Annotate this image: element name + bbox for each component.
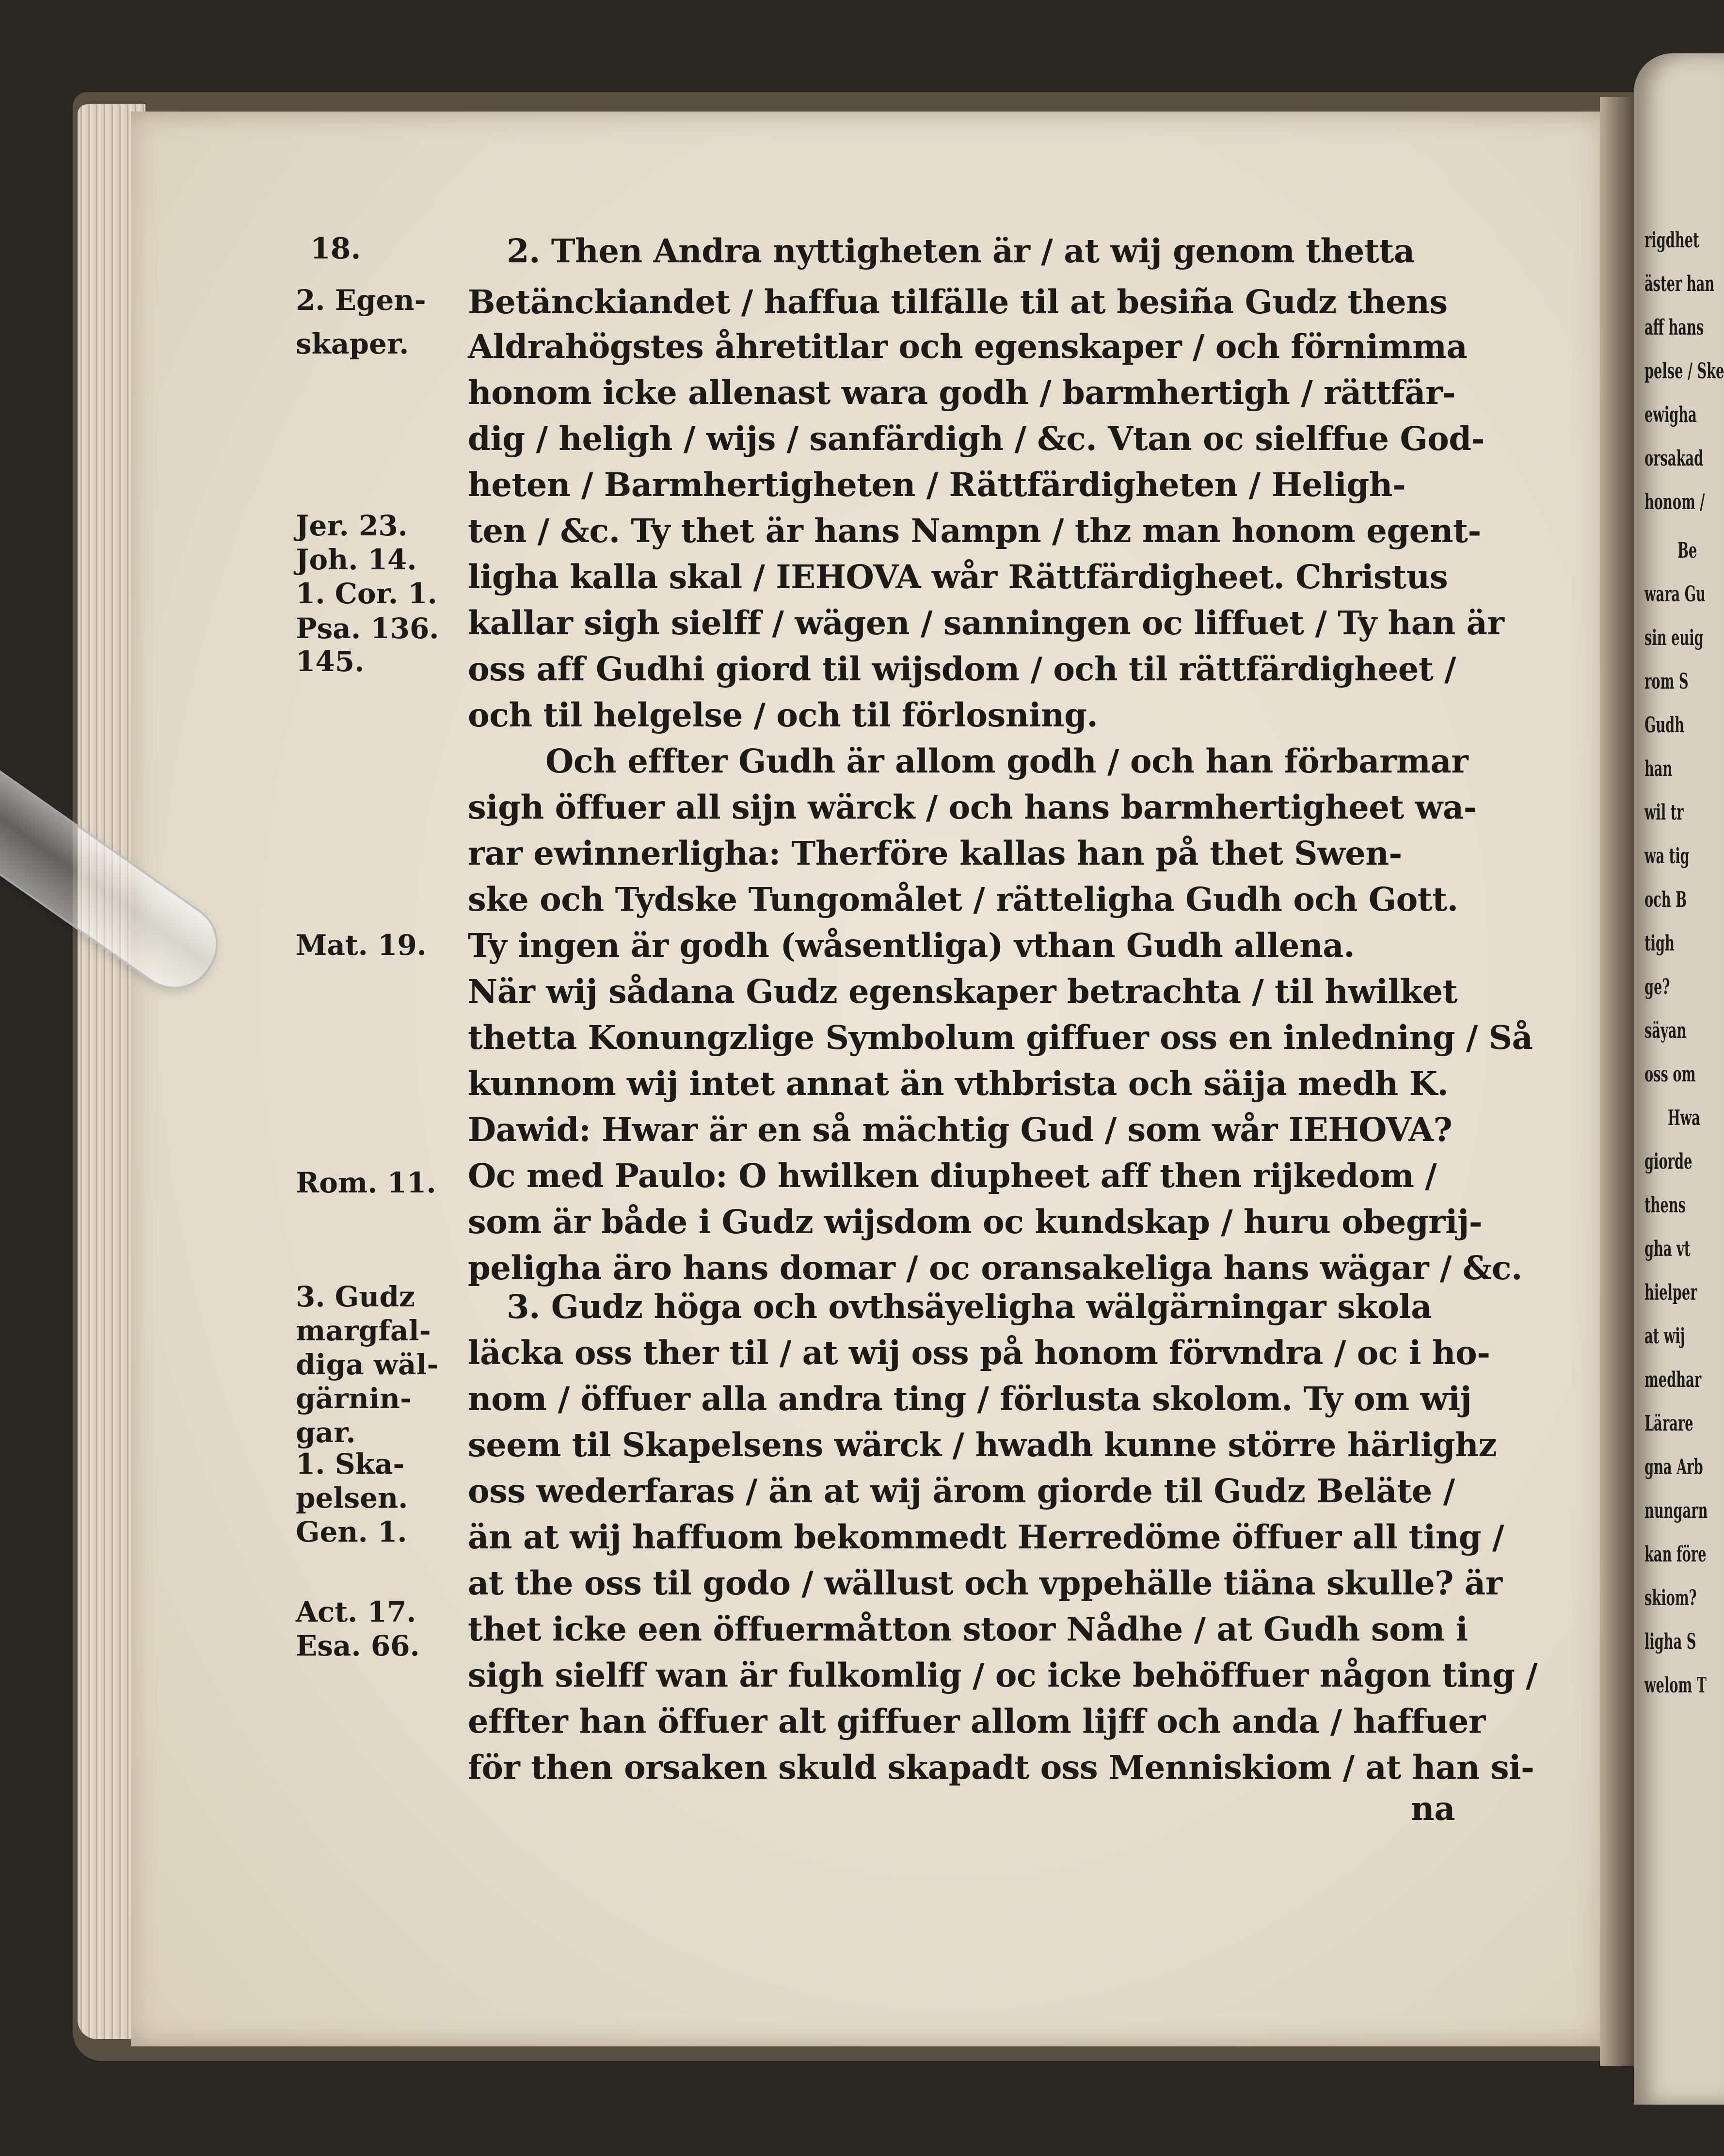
text-line: som är både i Gudz wijsdom oc kundskap / huru obegrij- xyxy=(468,1203,1483,1241)
margin-note: gärnin- xyxy=(296,1382,412,1415)
text-line: kunnom wij intet annat än vthbrista och säija medh K. xyxy=(468,1064,1449,1103)
text-line: Och effter Gudh är allom godh / och han förbarmar xyxy=(545,742,1469,780)
margin-note: 1. Cor. 1. xyxy=(296,577,437,610)
facing-page-line: sin euig xyxy=(1644,626,1704,650)
facing-page-line: ligha S xyxy=(1644,1629,1696,1654)
facing-page-line: gna Arb xyxy=(1644,1455,1703,1480)
margin-note: margfal- xyxy=(296,1314,431,1347)
page-number: 18. xyxy=(310,232,361,266)
facing-page-line: rom S xyxy=(1644,669,1689,694)
facing-page xyxy=(1634,53,1724,2105)
text-line: ten / &c. Ty thet är hans Nampn / thz man honom egent- xyxy=(468,512,1481,550)
facing-page-line: orsakad xyxy=(1644,446,1704,471)
margin-note: 3. Gudz xyxy=(296,1280,415,1313)
text-line: När wij sådana Gudz egenskaper betrachta / til hwilket xyxy=(468,972,1458,1011)
margin-note: Esa. 66. xyxy=(296,1629,420,1662)
text-line: seem til Skapelsens wärck / hwadh kunne större härlighz xyxy=(468,1426,1497,1464)
text-line: dig / heligh / wijs / sanfärdigh / &c. Vtan oc sielffue God- xyxy=(468,419,1485,458)
facing-page-line: wara Gu xyxy=(1644,582,1706,607)
facing-page-line: welom T xyxy=(1644,1673,1707,1698)
text-line: at the oss til godo / wällust och vppehälle tiäna skulle? är xyxy=(468,1564,1502,1602)
facing-page-line: nungarn xyxy=(1644,1498,1708,1523)
margin-note: Rom. 11. xyxy=(296,1166,436,1199)
text-line: kallar sigh sielff / wägen / sanningen oc liffuet / Ty han är xyxy=(468,604,1504,642)
facing-page-line: gha vt xyxy=(1644,1237,1691,1261)
facing-page-line: ewigha xyxy=(1644,402,1697,427)
text-line: thetta Konungzlige Symbolum giffuer oss en inledning / Så xyxy=(468,1018,1533,1057)
text-line: Oc med Paulo: O hwilken diupheet aff then rijkedom / xyxy=(468,1157,1437,1195)
facing-page-line: honom / xyxy=(1644,490,1705,515)
text-line: Dawid: Hwar är en så mächtig Gud / som wår IEHOVA? xyxy=(468,1110,1453,1149)
facing-page-line: wil tr xyxy=(1644,800,1684,825)
facing-page-line: Lärare xyxy=(1644,1411,1693,1436)
facing-page-line: han xyxy=(1644,756,1673,781)
facing-page-line: medhar xyxy=(1644,1368,1702,1392)
facing-page-line: thens xyxy=(1644,1193,1686,1218)
facing-page-line: ge? xyxy=(1644,975,1670,999)
text-line: nom / öffuer alla andra ting / förlusta skolom. Ty om wij xyxy=(468,1380,1472,1418)
facing-page-line: giorde xyxy=(1644,1149,1692,1174)
facing-page-line: oss om xyxy=(1644,1062,1696,1087)
text-line: peligha äro hans domar / oc oransakeliga hans wägar / &c. xyxy=(468,1249,1522,1287)
margin-note: 2. Egen- xyxy=(296,284,426,317)
text-line: Betänckiandet / haffua tilfälle til at besiña Gudz thens xyxy=(468,283,1448,321)
margin-note: Act. 17. xyxy=(296,1595,416,1628)
margin-note: pelsen. xyxy=(296,1481,408,1514)
text-line: sigh sielff wan är fulkomlig / oc icke behöffuer någon ting / xyxy=(468,1656,1538,1694)
catchword: na xyxy=(1411,1789,1455,1828)
facing-page-line: aff hans xyxy=(1644,315,1704,340)
facing-page-line: rigdhet xyxy=(1644,228,1699,253)
text-line: thet icke een öffuermåtton stoor Nådhe / at Gudh som i xyxy=(468,1610,1468,1648)
margin-note: gar. xyxy=(296,1416,356,1449)
text-line: honom icke allenast wara godh / barmhertigh / rättfär- xyxy=(468,373,1456,412)
text-line: Aldrahögstes åhretitlar och egenskaper / och förnimma xyxy=(468,327,1468,366)
facing-page-line: pelse / Ske xyxy=(1644,359,1724,384)
facing-page-line: äster han xyxy=(1644,272,1715,296)
text-line: läcka oss ther til / at wij oss på honom förvndra / oc i ho- xyxy=(468,1334,1490,1372)
text-line: Ty ingen är godh (wåsentliga) vthan Gudh allena. xyxy=(468,926,1355,965)
margin-note: 1. Ska- xyxy=(296,1448,405,1480)
margin-note: Joh. 14. xyxy=(296,543,417,576)
text-line: oss wederfaras / än at wij ärom giorde til Gudz Beläte / xyxy=(468,1472,1455,1510)
text-line: för then orsaken skuld skapadt oss Menniskiom / at han si- xyxy=(468,1748,1534,1786)
facing-page-line: wa tig xyxy=(1644,844,1690,869)
facing-page-line: at wij xyxy=(1644,1324,1685,1349)
margin-note: 145. xyxy=(296,645,365,678)
text-line: heten / Barmhertigheten / Rättfärdigheten / Heligh- xyxy=(468,466,1406,504)
text-line: ligha kalla skal / IEHOVA wår Rättfärdigheet. Christus xyxy=(468,558,1448,596)
text-line: än at wij haffuom bekommedt Herredöme öffuer all ting / xyxy=(468,1518,1504,1556)
margin-note: Mat. 19. xyxy=(296,929,427,962)
margin-note: diga wäl- xyxy=(296,1348,439,1381)
text-line: rar ewinnerligha: Therföre kallas han på thet Swen- xyxy=(468,834,1402,872)
facing-page-line: skiom? xyxy=(1644,1586,1697,1610)
text-line: ske och Tydske Tungomålet / rätteligha Gudh och Gott. xyxy=(468,880,1458,918)
facing-page-line: hielper xyxy=(1644,1280,1697,1305)
text-line: sigh öffuer all sijn wärck / och hans barmhertigheet wa- xyxy=(468,788,1477,826)
facing-page-line: Gudh xyxy=(1644,713,1685,738)
margin-note: Gen. 1. xyxy=(296,1515,407,1548)
margin-note: Jer. 23. xyxy=(296,509,408,542)
text-line: 3. Gudz höga och ovthsäyeligha wälgärningar skola xyxy=(507,1287,1432,1326)
facing-page-line: Hwa xyxy=(1668,1106,1700,1130)
margin-note: skaper. xyxy=(296,327,409,360)
facing-page-line: och B xyxy=(1644,887,1687,912)
facing-page-line: säyan xyxy=(1644,1018,1687,1043)
facing-page-line: Be xyxy=(1677,538,1697,563)
text-line: 2. Then Andra nyttigheten är / at wij genom thetta xyxy=(507,232,1415,270)
facing-page-line: tigh xyxy=(1644,931,1675,956)
text-line: effter han öffuer alt giffuer allom lijff och anda / haffuer xyxy=(468,1702,1485,1740)
facing-page-line: kan före xyxy=(1644,1542,1707,1567)
margin-note: Psa. 136. xyxy=(296,612,439,645)
text-line: och til helgelse / och til förlosning. xyxy=(468,696,1098,734)
text-line: oss aff Gudhi giord til wijsdom / och til rättfärdigheet / xyxy=(468,650,1456,688)
